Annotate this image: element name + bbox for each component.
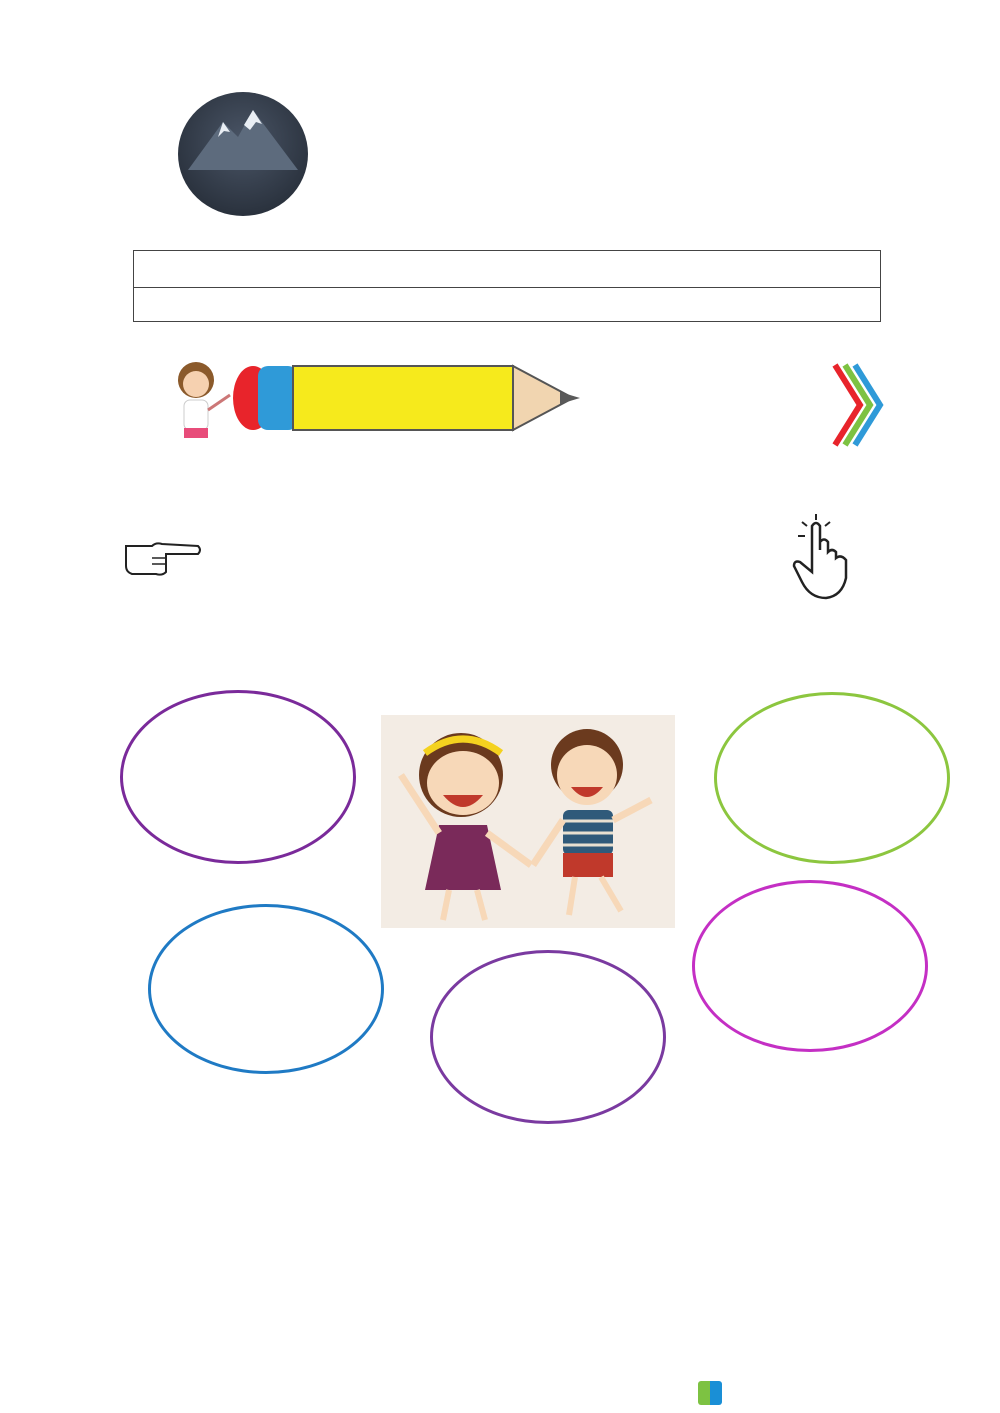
heart-border-right xyxy=(900,0,1000,1413)
info-row-2 xyxy=(134,287,880,324)
option-no-comprender-situacion[interactable] xyxy=(148,904,384,1074)
heart-border-bottom xyxy=(0,1310,1000,1380)
option-discutir[interactable] xyxy=(430,950,666,1124)
info-table xyxy=(133,250,881,322)
kids-illustration xyxy=(381,715,675,928)
option-no-comprender-emociones[interactable] xyxy=(120,690,356,864)
school-logo xyxy=(178,92,308,216)
pointing-hand-icon xyxy=(122,536,204,578)
option-criticar[interactable] xyxy=(692,880,928,1052)
chevron-arrows-icon xyxy=(815,360,885,450)
teacher-pencil-illustration xyxy=(168,350,588,450)
click-hand-icon xyxy=(786,512,858,602)
footer-brand xyxy=(698,1378,725,1409)
heart-border-top xyxy=(0,0,1000,100)
info-row-1 xyxy=(134,251,880,287)
liveworksheets-icon xyxy=(698,1381,722,1405)
mountain-icon xyxy=(178,92,308,216)
heart-border-left xyxy=(0,0,100,1413)
option-ponerse-en-lugar[interactable] xyxy=(714,692,950,864)
